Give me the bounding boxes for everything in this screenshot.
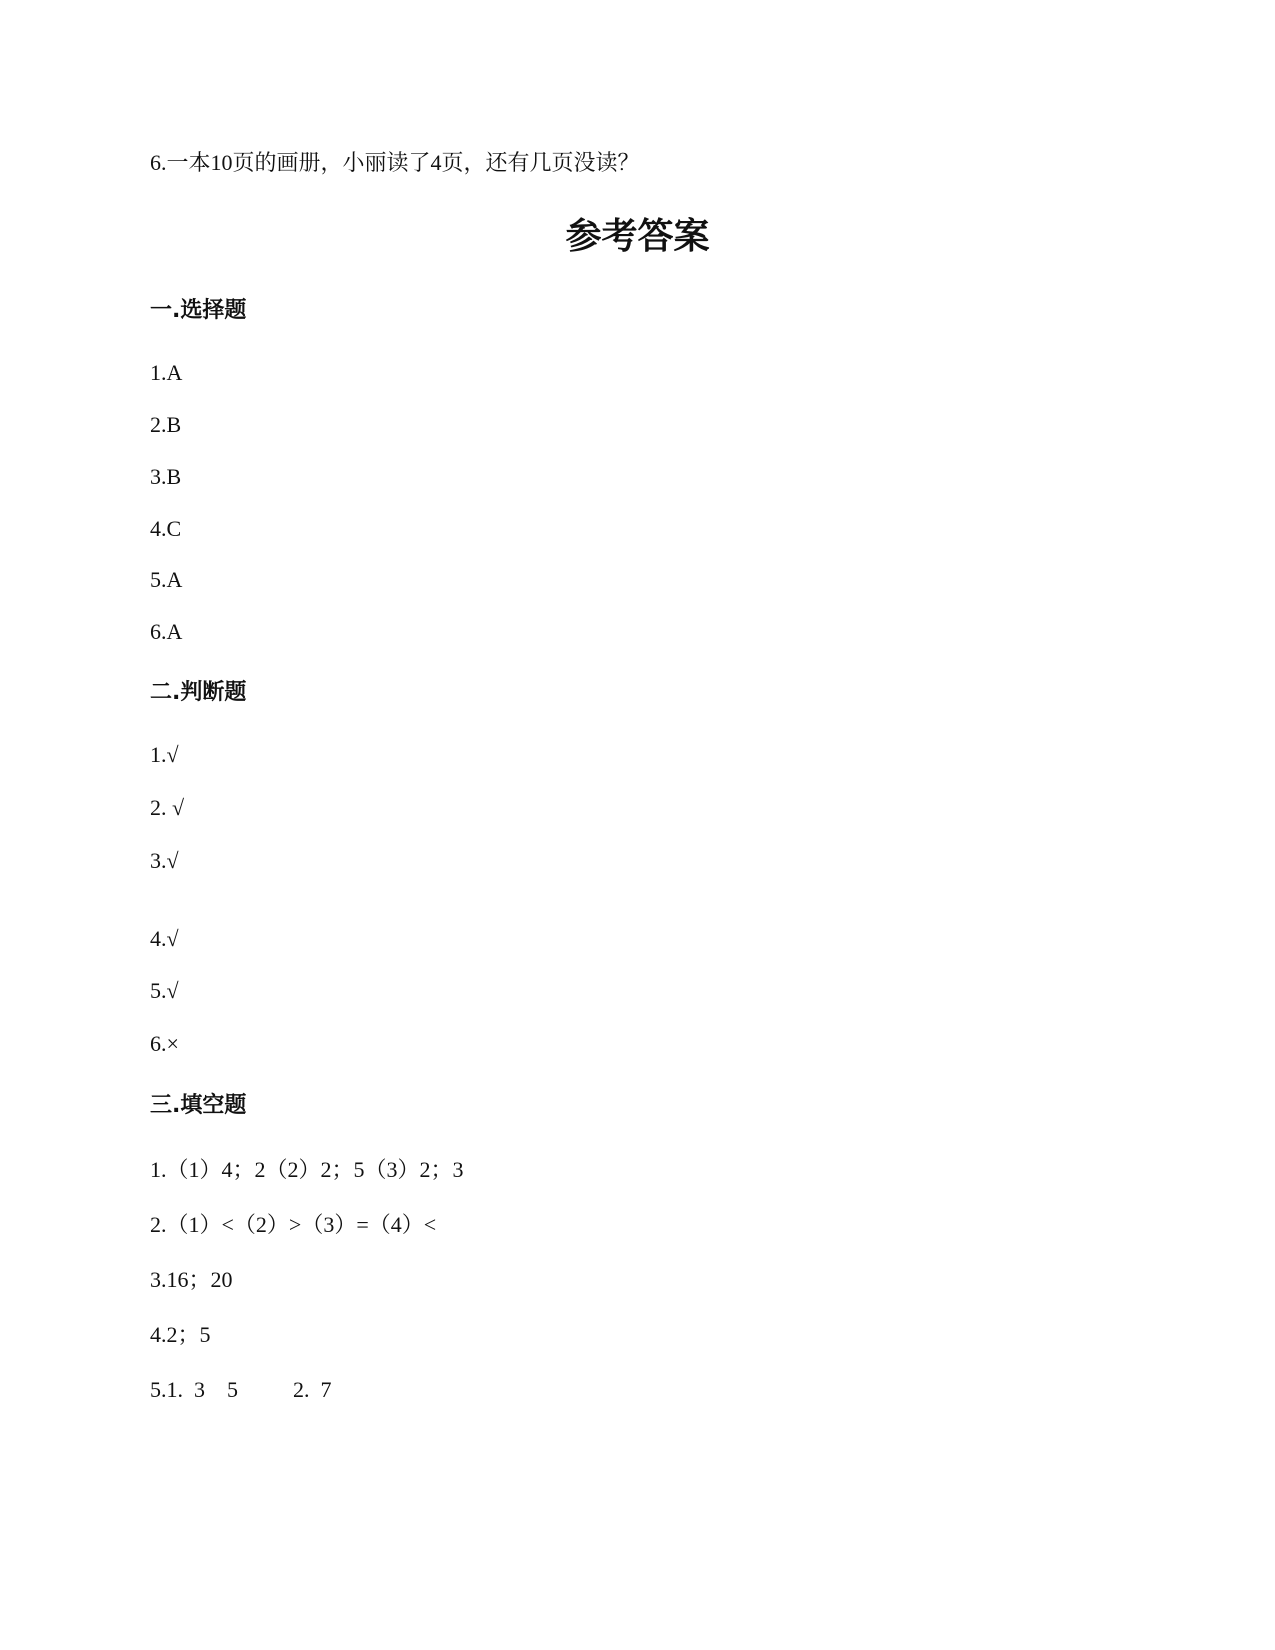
answer-item: 1.（1）4；2（2）2；5（3）2；3 <box>150 1157 464 1182</box>
answer-item: 1.A <box>150 360 183 385</box>
answer-item: 2.（1）<（2）>（3）=（4）< <box>150 1212 437 1237</box>
answer-item: 3.16；20 <box>150 1267 233 1292</box>
answer-item: 5.√ <box>150 978 179 1003</box>
section-heading-choice: 一.选择题 <box>150 298 247 323</box>
answer-item: 5.A <box>150 567 183 592</box>
answer-item: 3.√ <box>150 848 179 873</box>
answer-item: 4.√ <box>150 926 179 951</box>
answer-item: 4.2；5 <box>150 1322 211 1347</box>
answer-item: 6.× <box>150 1031 179 1056</box>
answer-item: 1.√ <box>150 742 179 767</box>
answer-item: 2.B <box>150 412 182 437</box>
answer-item: 5.1. 3 5 2. 7 <box>150 1377 332 1402</box>
page-title: 参考答案 <box>565 216 710 257</box>
answer-item: 3.B <box>150 464 182 489</box>
answer-item: 6.A <box>150 619 183 644</box>
section-heading-judgment: 二.判断题 <box>150 680 247 705</box>
question-6: 6.一本10页的画册，小丽读了4页，还有几页没读？ <box>150 150 640 175</box>
answer-item: 4.C <box>150 516 182 541</box>
answer-item: 2. √ <box>150 795 185 820</box>
section-heading-fill-blank: 三.填空题 <box>150 1093 247 1118</box>
